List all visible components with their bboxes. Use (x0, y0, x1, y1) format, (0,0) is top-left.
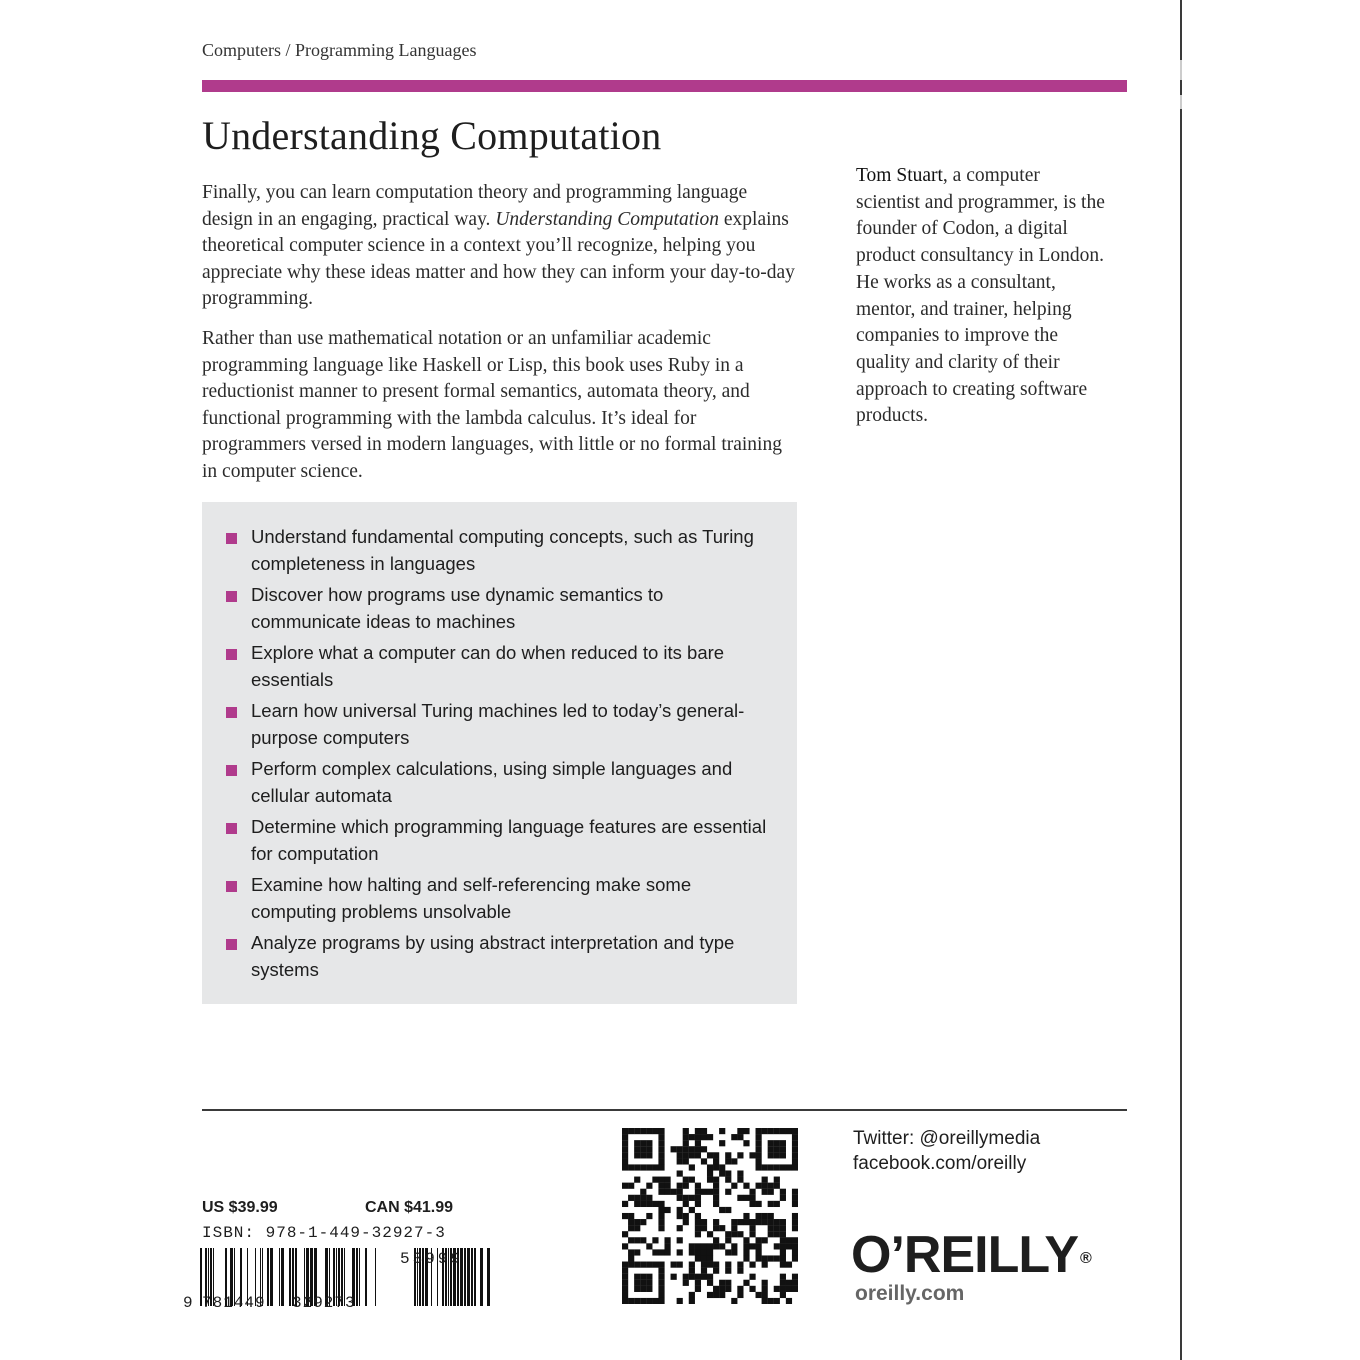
category-label: Computers / Programming Languages (202, 40, 477, 60)
feature-item (224, 698, 777, 751)
feature-text: Learn how universal Turing machines led to today’s general-purpose computers (251, 700, 745, 748)
author-bio-text: , a computer scientist and programmer, is the founder of Codon, a digital product consultancy in London. He works as a consultant, mentor, and trainer, helping companies to improve the quality and clarity of their approach to creating software products. (856, 165, 1105, 427)
qr-code (622, 1128, 798, 1304)
square-bullet-icon (226, 591, 237, 602)
author-bio (856, 163, 1106, 430)
isbn-label: ISBN: 978-1-449-32927-3 (202, 1224, 446, 1242)
features-list (224, 524, 777, 983)
social-links (853, 1126, 1040, 1176)
feature-item (224, 814, 777, 867)
price-can: CAN $41.99 (365, 1199, 454, 1216)
book-title-italic: Understanding Computation (495, 208, 720, 230)
feature-text: Perform complex calculations, using simple languages and cellular automata (251, 758, 733, 806)
description-paragraph-1: Finally, you can learn computation theory and programming language design in an engaging, practical way. Understanding Computation explains theoretical computer science in a context you’ll recognize, helping you appreciate why these ideas matter and how they can inform your day-to-day programming. (202, 182, 795, 310)
author-name: Tom Stuart (856, 165, 943, 186)
spine-tick (1180, 95, 1182, 109)
feature-text: Understand fundamental computing concepts, such as Turing completeness in languages (251, 526, 754, 574)
features-box (202, 502, 797, 1004)
feature-item (224, 872, 777, 925)
barcode-left-digits: 781449 (202, 1294, 266, 1312)
feature-text: Analyze programs by using abstract interpretation and type systems (251, 932, 735, 980)
facebook-url: facebook.com/oreilly (853, 1153, 1027, 1174)
twitter-handle: Twitter: @oreillymedia (853, 1128, 1041, 1149)
square-bullet-icon (226, 939, 237, 950)
square-bullet-icon (226, 707, 237, 718)
spine-tick (1180, 60, 1182, 80)
square-bullet-icon (226, 533, 237, 544)
feature-item (224, 524, 777, 577)
feature-item (224, 930, 777, 983)
description-paragraph-2: Rather than use mathematical notation or an unfamiliar academic programming language like Haskell or Lisp, this book uses Ruby in a reductionist manner to present formal semantics, automata theory, and functional programming with the lambda calculus. It’s ideal for programmers versed in modern languages, with little or no formal training in computer science. (202, 327, 782, 482)
feature-text: Determine which programming language features are essential for computation (251, 816, 767, 864)
registered-mark: ® (1080, 1250, 1092, 1267)
price-us: US $39.99 (202, 1199, 278, 1216)
barcode-addon-digits: 53999 (400, 1250, 464, 1268)
square-bullet-icon (226, 649, 237, 660)
square-bullet-icon (226, 823, 237, 834)
divider (202, 1109, 1127, 1111)
feature-text: Discover how programs use dynamic semantics to communicate ideas to machines (251, 584, 664, 632)
feature-text: Examine how halting and self-referencing make some computing problems unsolvable (251, 874, 692, 922)
square-bullet-icon (226, 881, 237, 892)
logo-text: O’REILLY (851, 1226, 1079, 1284)
feature-item (224, 756, 777, 809)
spine-edge-line (1180, 0, 1182, 1360)
book-title: Understanding Computation (202, 113, 662, 158)
square-bullet-icon (226, 765, 237, 776)
description (202, 180, 797, 499)
barcode-lead-digit: 9 (183, 1294, 193, 1312)
website-url: oreilly.com (855, 1282, 965, 1305)
barcode-right-digits: 329273 (292, 1294, 356, 1312)
accent-bar (202, 80, 1127, 92)
feature-item (224, 640, 777, 693)
feature-text: Explore what a computer can do when reduced to its bare essentials (251, 642, 725, 690)
oreilly-logo (851, 1225, 1092, 1285)
feature-item (224, 582, 777, 635)
